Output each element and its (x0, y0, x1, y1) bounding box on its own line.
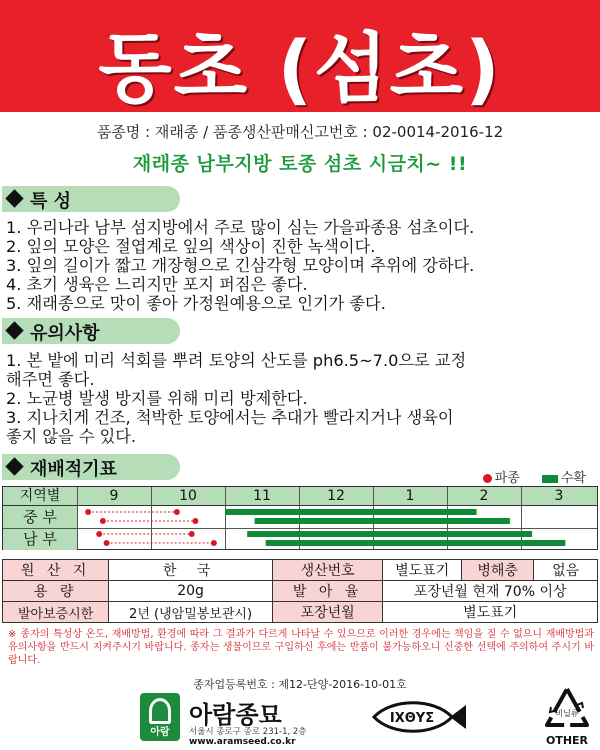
month-label: 2 (479, 488, 489, 504)
info-row (3, 602, 598, 623)
legend-harvest-label: 수확 (560, 471, 586, 486)
cautions-heading-label: 유의사항 (30, 323, 100, 344)
schedule-heading-label: 재배적기표 (30, 459, 117, 480)
germ-rate-label: 발 아 율 (272, 581, 383, 602)
company-name: 아람종묘 (189, 701, 282, 729)
cautions-heading (2, 318, 180, 344)
region-label: 중 부 (3, 506, 77, 528)
cautions-item: 3. 지나치게 건조, 척박한 토양에서는 추대가 빨라지거나 생육이 (6, 408, 454, 427)
disclaimer-notice: ※ 종자의 특성상 온도, 재배방법, 환경에 따라 그 결과가 다르게 나타날 수 있으므로 이러한 경우에는 책임을 질 수 없으니 재배방법과 유의사항을 반드시 지켜주시기 바랍니다. 종자는 생물이므로 구입하신 후에는 반품이 불가능하오니 신중한 선택에 주의하여 주시기 바랍니다. (8, 629, 594, 666)
month-label: 3 (554, 488, 564, 504)
prod-no-label: 생산번호 (272, 560, 383, 581)
month-label: 12 (327, 488, 345, 504)
legend-sowing-label: 파종 (494, 471, 520, 486)
cautions-item: 해주면 좋다. (6, 370, 95, 389)
features-item: 5. 재래종으로 맛이 좋아 가정원예용으로 인기가 좋다. (6, 294, 386, 313)
features-item: 2. 잎의 모양은 절엽계로 잎의 색상이 진한 녹색이다. (6, 237, 376, 256)
ichthys-fish-icon (370, 700, 468, 734)
region-header: 지역별 (19, 488, 61, 504)
origin-label: 원 산 지 (3, 560, 109, 581)
origin-value: 한 국 (109, 560, 273, 581)
disease-label: 병해충 (462, 560, 534, 581)
schedule-table (2, 486, 598, 550)
sowing-dot-start (85, 509, 91, 515)
sowing-dot-end (174, 509, 180, 515)
cautions-item: 2. 노균병 발생 방지를 위해 미리 방제한다. (6, 389, 308, 408)
cautions-list (6, 351, 466, 446)
harvest-legend-marker (542, 475, 558, 483)
sowing-dot-end (189, 531, 195, 537)
info-row (3, 560, 598, 581)
features-heading (2, 186, 180, 212)
sowing-legend-marker (483, 474, 492, 483)
capacity-value: 20g (109, 581, 273, 602)
diamond-icon (5, 189, 23, 207)
month-label: 9 (109, 488, 119, 504)
slogan: 재래종 남부지방 토종 섬초 시금치~ !! (132, 153, 468, 175)
sowing-dot-start (96, 531, 102, 537)
features-item: 3. 잎의 길이가 짧고 개장형으로 긴삼각형 모양이며 추위에 강하다. (6, 256, 475, 275)
company-address: 서울시 종로구 종로 231-1, 2층 (189, 727, 307, 737)
sowing-dot-start (100, 518, 106, 524)
recycle-type: 비닐류 (555, 709, 579, 718)
germ-rate-value: 포장년월 현재 70% 이상 (383, 581, 598, 602)
company-website: www.aramseed.co.kr (189, 737, 296, 747)
pack-date-value: 별도표기 (383, 602, 598, 623)
capacity-label: 용 량 (3, 581, 109, 602)
schedule-chart (3, 487, 597, 549)
region-label: 남 부 (3, 528, 77, 550)
logo-text: 아람 (150, 727, 170, 738)
ichthys-text: IXΘYΣ (389, 711, 435, 726)
prod-no-value: 별도표기 (383, 560, 462, 581)
sowing-dot-end (192, 518, 198, 524)
recycle-other-label: OTHER (545, 734, 589, 747)
germ-guarantee-value: 2년 (냉암밀봉보관시) (109, 602, 273, 623)
company-logo (140, 693, 180, 741)
seed-registration-number: 종자업등록번호 : 제12-단양-2016-10-01호 (193, 678, 407, 691)
features-item: 1. 우리나라 남부 섬지방에서 주로 많이 심는 가을파종용 섬초이다. (6, 218, 475, 237)
pack-date-label: 포장년월 (272, 602, 383, 623)
title-banner (0, 0, 600, 112)
features-list (6, 218, 474, 313)
cautions-item: 1. 본 밭에 미리 석회를 뿌려 토양의 산도를 ph6.5~7.0으로 교정 (6, 351, 467, 370)
recycle-mark (538, 686, 596, 748)
schedule-heading (2, 454, 180, 480)
sowing-dot-end (211, 540, 217, 546)
features-item: 4. 초기 생육은 느리지만 포지 퍼짐은 좋다. (6, 275, 308, 294)
product-title: 동초 (섬초) (98, 24, 502, 113)
features-heading-label: 특 성 (30, 191, 72, 212)
info-table (2, 559, 598, 623)
sowing-dot-start (104, 540, 110, 546)
leaf-icon (149, 698, 171, 724)
registration-line: 품종명 : 재래종 / 품종생산판매신고번호 : 02-0014-2016-12 (96, 123, 504, 141)
info-row (3, 581, 598, 602)
diamond-icon (5, 321, 23, 339)
schedule-legend (483, 467, 586, 486)
month-label: 11 (253, 488, 271, 504)
disease-value: 없음 (534, 560, 598, 581)
month-label: 10 (179, 488, 197, 504)
germ-guarantee-label: 발아보증시한 (3, 602, 109, 623)
cautions-item: 좋지 않을 수 있다. (6, 427, 137, 446)
diamond-icon (5, 457, 23, 475)
month-label: 1 (405, 488, 415, 504)
